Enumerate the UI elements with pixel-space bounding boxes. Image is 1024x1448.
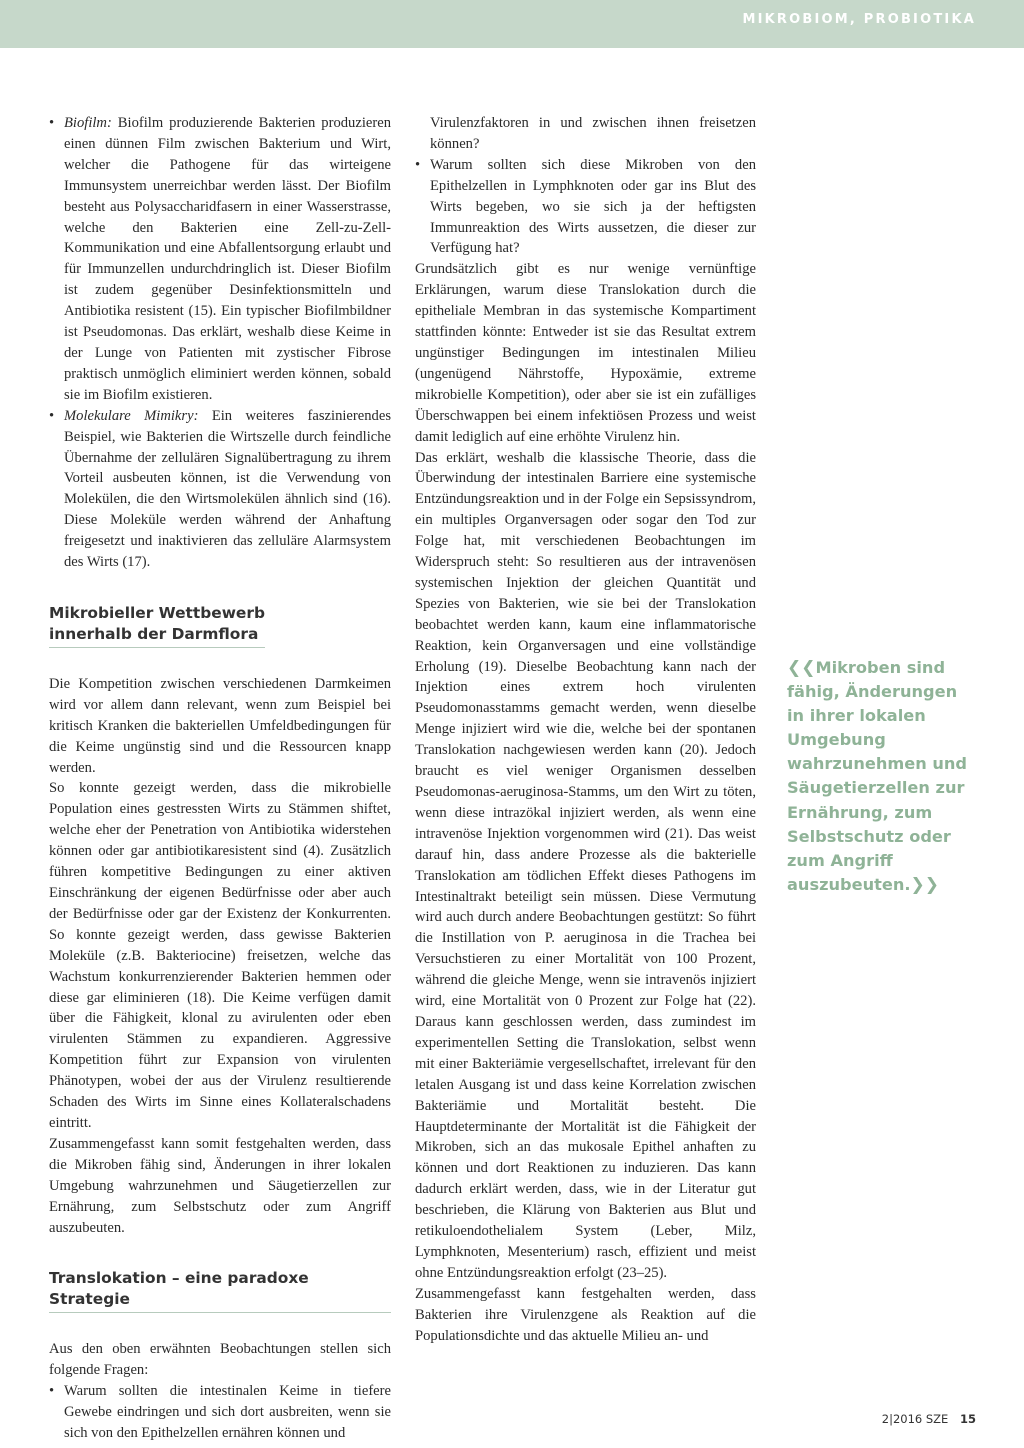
- pull-quote-text: Mikroben sind fähig, Änderungen in ihrer lokalen Umgebung wahrzunehmen und Säugetierzellen zur Ernährung, zum Selbstschutz oder zum Angriff auszubeuten.: [787, 658, 967, 894]
- paragraph: Zusammengefasst kann festgehalten werden, dass Bakterien ihre Virulenzgene als Reaktion auf die Populationsdichte und das aktuelle Milieu an- und: [415, 1285, 756, 1344]
- paragraph: Zusammengefasst kann somit festgehalten werden, dass die Mikroben fähig sind, Änderungen in ihrer lokalen Umgebung wahrzunehmen und Säugetierzellen zur Ernährung, zum Selbstschutz oder zum Angriff auszubeuten.: [49, 1135, 391, 1236]
- paragraph: Die Kompetition zwischen verschiedenen Darmkeimen wird vor allem dann relevant, wenn zum Beispiel bei kritisch Kranken die bakteriellen Umfeldbedingungen für die Keime ungünstig sind und die Ressourcen knapp werden.: [49, 675, 391, 776]
- list-item: • Warum sollten sich diese Mikroben von den Epithelzellen in Lymphknoten oder gar ins Blut des Wirts begeben, wo sie sich ja der heftigsten Immunreaktion des Wirts aussetzen, die dieser zur Verfügung hat?: [415, 155, 756, 260]
- page-footer: [882, 1412, 976, 1426]
- open-quote-icon: ❮❮: [787, 658, 816, 678]
- pull-quote: [787, 656, 977, 897]
- bullet-text: Biofilm produzierende Bakterien produzieren einen dünnen Film zwischen Bakterium und Wirt, welcher die Pathogene für das wirteigene Immunsystem unerreichbar werden lässt. Der Biofilm besteht aus Polysaccharidfasern in einer Wasserstrasse, welche den Bakterien eine Zell-zu-Zell-Kommunikation und eine Abfallentsorgung erlaubt und für Immunzellen undurchdringlich ist. Dieser Biofilm ist zudem gegenüber Desinfektionsmitteln und Antibiotika resistent (15). Ein typischer Biofilmbildner ist Pseudomonas. Das erklärt, weshalb diese Keime in der Lunge von Patienten mit zystischer Fibrose praktisch unmöglich eliminiert werden können, sobald sie im Biofilm existieren.: [64, 115, 391, 403]
- middle-column: [415, 113, 756, 1346]
- journal-name: SZE: [925, 1412, 949, 1426]
- bullet-text: Ein weiteres faszinierendes Beispiel, wie Bakterien die Wirtszelle durch feindliche Übernahme der zellulären Signalübertragung zu ihrem Vorteil ausbeuten können, ist die Verwendung von Molekülen, die den Wirtsmolekülen ähnlich sind (16). Diese Moleküle werden während der Anhaftung freigesetzt und inaktivieren das zelluläre Alarmsystem des Wirts (17).: [64, 407, 391, 571]
- section-heading-line: Mikrobieller Wettbewerb: [49, 603, 265, 622]
- section-heading-line: Translokation – eine paradoxe Strategie: [49, 1269, 309, 1309]
- bullet-list: [49, 1381, 391, 1444]
- paragraph: Das erklärt, weshalb die klassische Theorie, dass die Überwindung der intestinalen Barriere eine systemische Entzündungsreaktion und in der Folge ein Sepsissyndrom, ein multiples Organversagen oder sogar den Tod zur Folge hat, mit verschiedenen Beobachtungen im Widerspruch steht: So resultieren aus der intravenösen systemischen Injektion der gleichen Quantität und Spezies von Bakterien, wie sie bei der Translokation beobachtet werden kann, kaum eine inflammatorische Reaktion, kein Organversagen und eine vollständige Erholung (19). Dieselbe Beobachtung kann nach der Injektion eines extrem hoch virulenten Pseudomonasstamms gemacht werden, wenn dieselbe Menge injiziert wird wie die, welche bei der spontanen Translokation nachgewiesen werden kann (20). Jedoch braucht es viel weniger Organismen desselben Pseudomonas-aeruginosa-Stamms, um den Wirt zu töten, wenn diese intrazökal injiziert werden, als wenn eine intravenöse Injektion vorgenommen wird (21). Das weist darauf hin, dass andere Prozesse als die bakterielle Translokation am tödlichen Effekt dieses Pathogens im Intestinaltrakt beteiligt sein müssen. Diese Vermutung wird auch durch andere Beobachtungen gestützt: So führt die Instillation von P. aeruginosa in die Trachea bei Versuchstieren zu einer Mortalität von 100 Prozent, während die gleiche Menge, wenn sie intravenös injiziert wird, eine Mortalität von 0 Prozent zur Folge hat (22). Daraus kann geschlossen werden, dass zumindest im experimentellen Setting die Translokation, selbst wenn mit einer Bakteriämie vergesellschaftet, irrelevant für den letalen Ausgang ist und dass keine Korrelation zwischen Bakteriämie und Mortalität besteht. Die Hauptdeterminante der Mortalität ist die Fähigkeit der Mikroben, sich an das mukosale Epithel anhaften zu können und dort Reaktionen zu induzieren. Das kann dadurch erklärt werden, dass, wie in der Literatur gut beschrieben, die Klärung von Bakterien aus Blut und retikuloendothelialem System (Leber, Milz, Lymphknoten, Mesenterium) rasch, effizient und meist ohne Entzündungsreaktion erfolgt (23–25).: [415, 449, 756, 1281]
- section-heading: [49, 603, 265, 648]
- paragraph: Grundsätzlich gibt es nur wenige vernünftige Erklärungen, warum diese Translokation durch die epitheliale Membran in das systemische Kompartiment stattfinden könnte: Entweder ist sie das Resultat extrem ungünstiger Bedingungen im intestinalen Milieu (ungenügend Nährstoffe, Hypoxämie, extreme mikrobielle Kompetition), oder aber sie ist ein zufälliges Überschwappen bei einem infektiösen Prozess und weist damit lediglich auf eine erhöhte Virulenz hin.: [415, 261, 756, 445]
- left-column: [49, 113, 391, 1444]
- bullet-list: [49, 113, 391, 573]
- list-item: Virulenzfaktoren in und zwischen ihnen freisetzen können?: [430, 115, 756, 152]
- list-item: [49, 406, 391, 573]
- list-item: [49, 113, 391, 406]
- header-bar: [0, 0, 1024, 48]
- issue-number: 2|2016: [881, 1412, 923, 1426]
- page-number: 15: [959, 1412, 976, 1426]
- list-item: • Warum sollten die intestinalen Keime in tiefere Gewebe eindringen und sich dort ausbreiten, wenn sie sich von den Epithelzellen ernähren können und: [49, 1381, 391, 1444]
- section-heading-line: innerhalb der Darmflora: [49, 624, 259, 643]
- bullet-term: Molekulare Mimikry:: [64, 407, 199, 424]
- section-heading: [49, 1268, 391, 1313]
- paragraph: So konnte gezeigt werden, dass die mikrobielle Population eines gestressten Wirts zu Stämmen shiftet, welche eher der Penetration von Antibiotika widerstehen können oder gar antibiotikaresistent sind (4). Zusätzlich führen kompetitive Bedingungen zu einer aktiven Einschränkung der eigenen Bedürfnisse oder aber auch der Bedürfnisse oder gar der Existenz der Konkurrenten. So konnte gezeigt werden, dass gewisse Bakterien Moleküle (z.B. Bakteriocine) freisetzen, welche das Wachstum konkurrenzierender Bakterien hemmen oder diese gar eliminieren (18). Die Keime verfügen damit über die Fähigkeit, klonal zu avirulenten oder eben virulenten Stämmen zu expandieren. Aggressive Kompetition führt zur Expansion von virulenten Phänotypen, wobei der aus der Virulenz resultierende Schaden des Wirts im Sinne eines Kollateralschadens eintritt.: [49, 780, 391, 1131]
- close-quote-icon: ❯❯: [910, 874, 940, 895]
- bullet-term: Biofilm:: [64, 115, 112, 131]
- section-title: MIKROBIOM, PROBIOTIKA: [742, 12, 976, 27]
- bullet-list: [415, 113, 756, 259]
- paragraph: Aus den oben erwähnten Beobachtungen stellen sich folgende Fragen:: [49, 1341, 391, 1379]
